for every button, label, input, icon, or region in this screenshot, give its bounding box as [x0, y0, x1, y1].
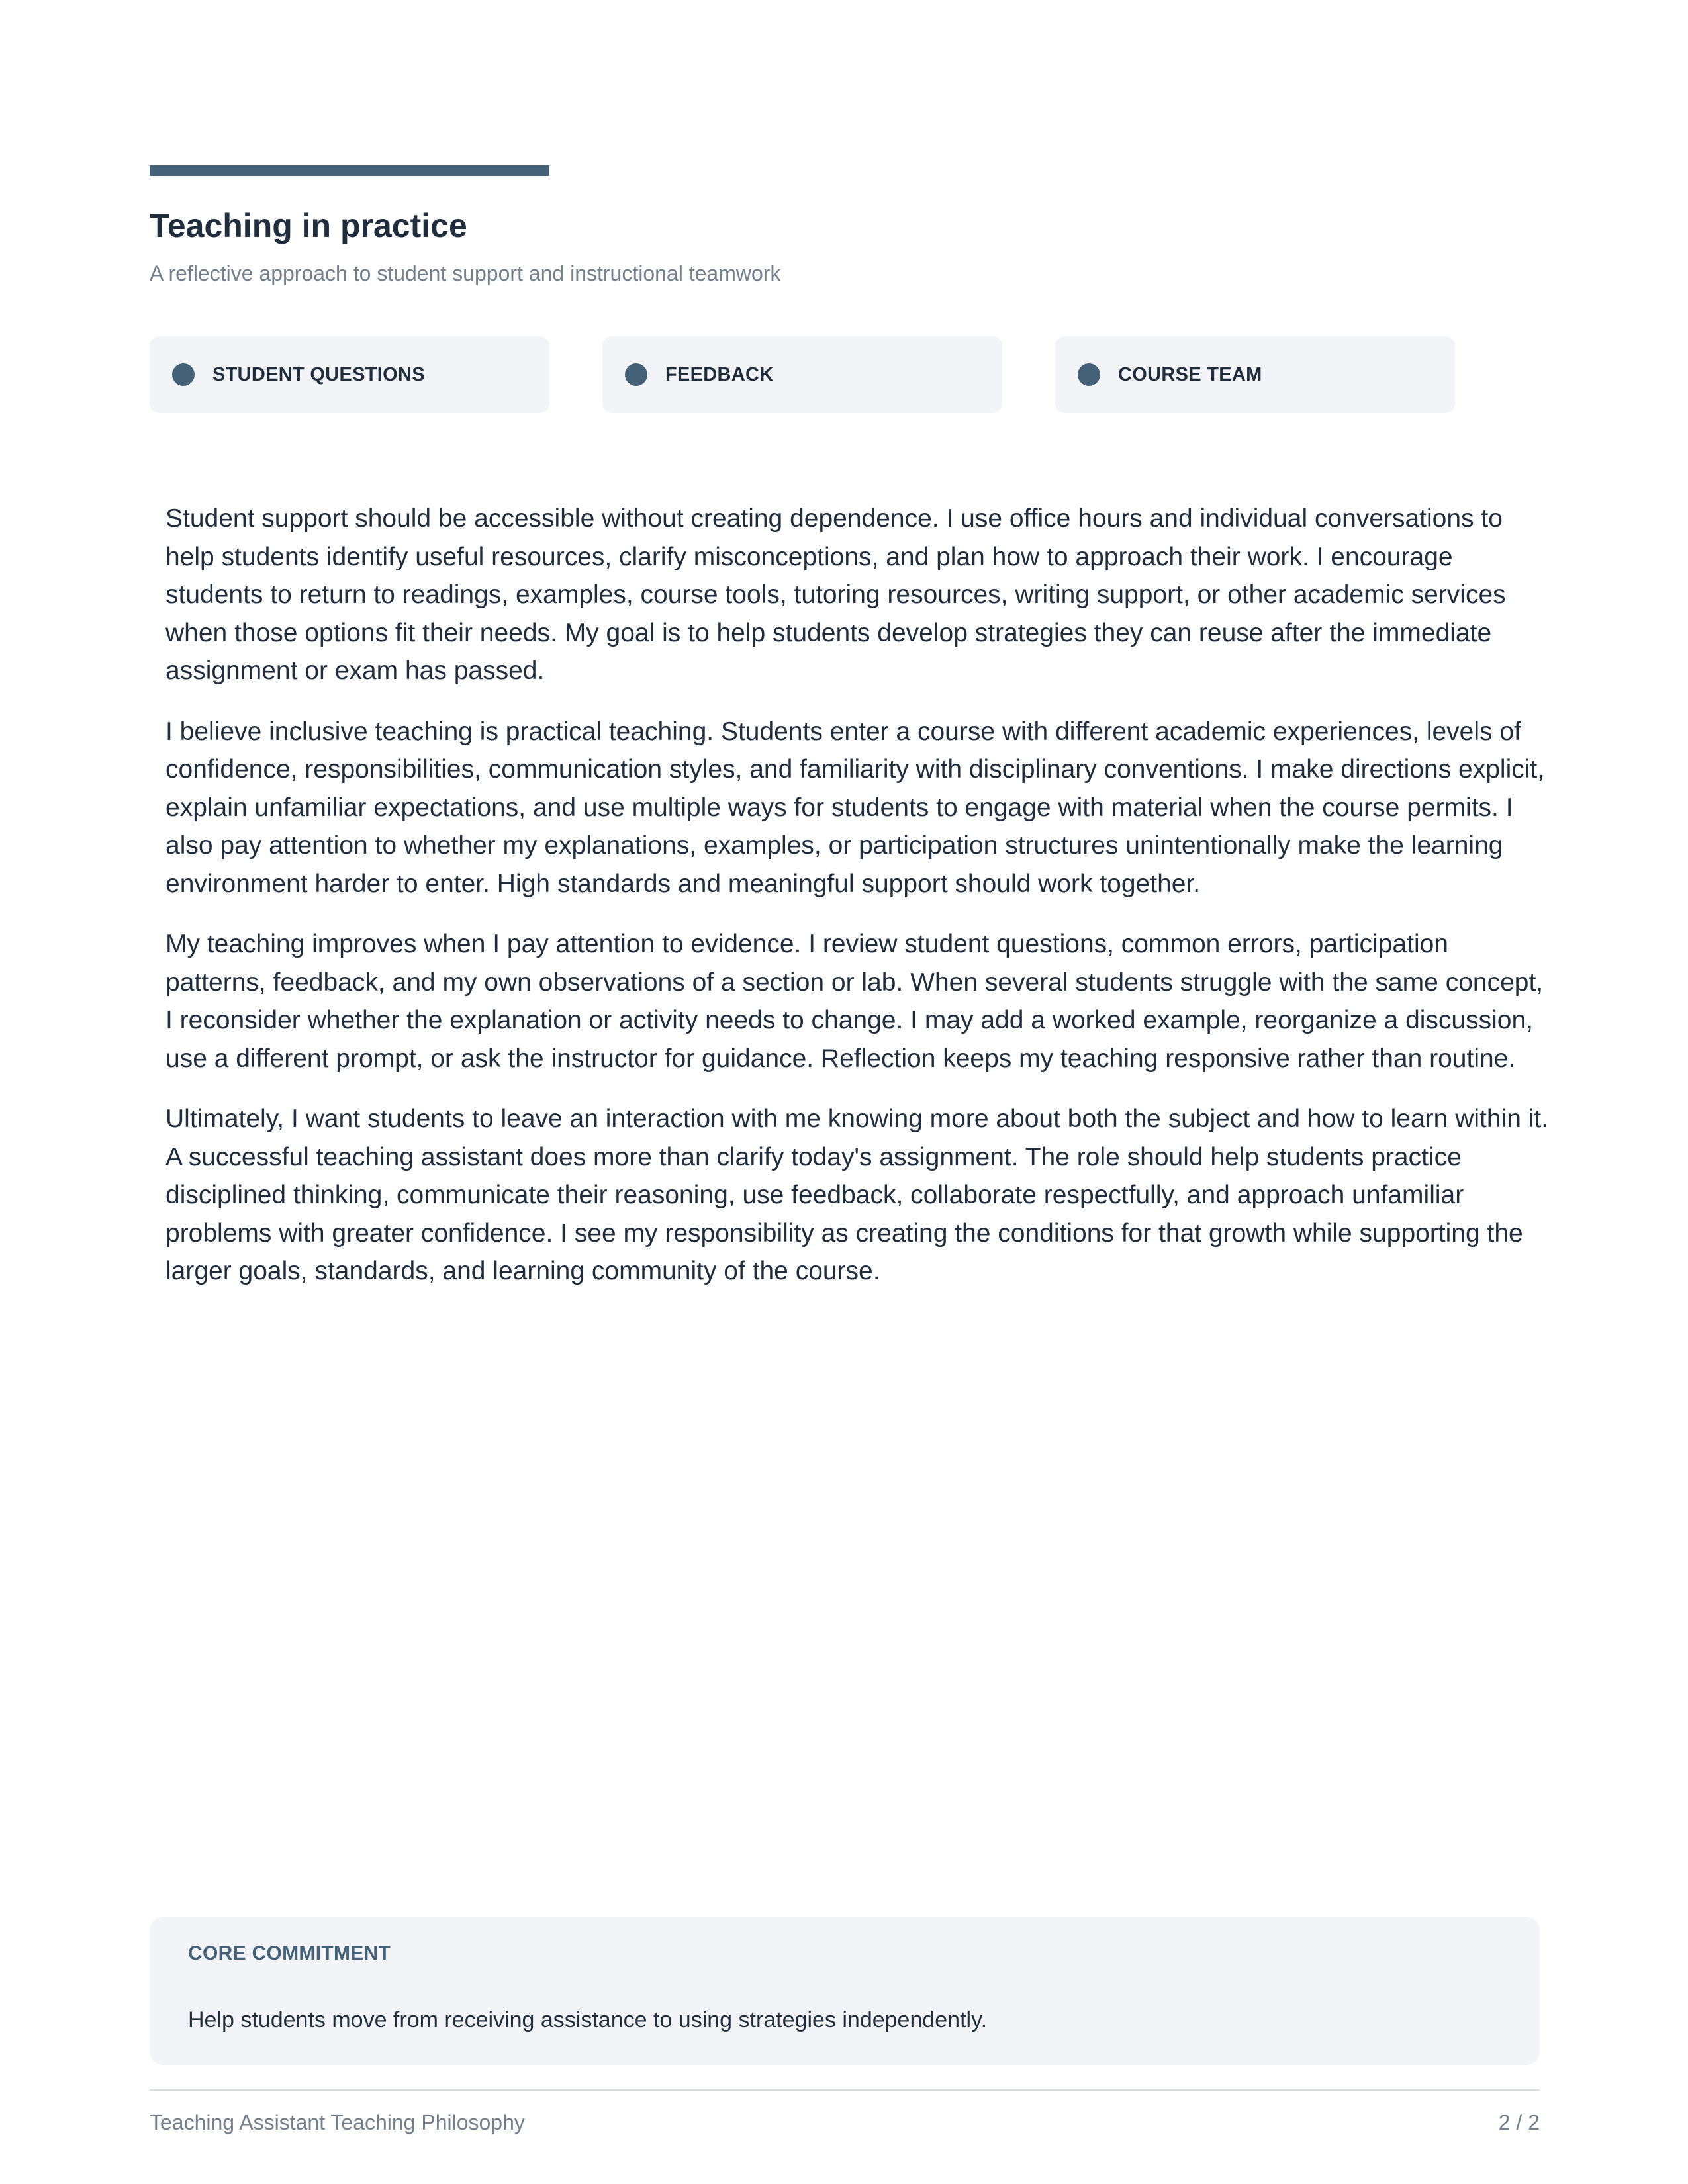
body-paragraph: Ultimately, I want students to leave an interaction with me knowing more about both the subject and how to learn within it. A successful teaching assistant does more than clarify today's assignment. The role should help students practice disciplined thinking, communicate their reasoning, use feedback, collaborate respectfully, and approach unfamiliar problems with greater confidence. I see my responsibility as creating the conditions for that growth while supporting the larger goals, standards, and learning community of the course. [165, 1105, 1549, 1285]
tab-course-team [1055, 336, 1455, 413]
bullet-dot-icon [172, 363, 195, 386]
page-title: Teaching in practice [150, 207, 467, 244]
page-subtitle: A reflective approach to student support and instructional teamwork [150, 261, 781, 285]
callout-heading: CORE COMMITMENT [188, 1942, 391, 1964]
tab-label: STUDENT QUESTIONS [212, 364, 425, 385]
callout-text: Help students move from receiving assistance to using strategies independently. [188, 2007, 988, 2032]
tab-label: FEEDBACK [665, 364, 774, 385]
body-paragraph: I believe inclusive teaching is practical teaching. Students enter a course with different academic experiences, levels of confidence, responsibilities, communication styles, and familiarity with disciplinary conventions. I make directions explicit, explain unfamiliar expectations, and use multiple ways for students to engage with material when the course permits. I also pay attention to whether my explanations, examples, or participation structures unintentionally make the learning environment harder to enter. High standards and meaningful support should work together. [165, 717, 1545, 898]
body-paragraph: Student support should be accessible without creating dependence. I use office hours and individual conversations to help students identify useful resources, clarify misconceptions, and plan how to approach their work. I encourage students to return to readings, examples, course tools, tutoring resources, writing support, or other academic services when those options fit their needs. My goal is to help students develop strategies they can reuse after the immediate assignment or exam has passed. [165, 504, 1506, 685]
accent-bar [150, 165, 549, 176]
body-paragraph: My teaching improves when I pay attention to evidence. I review student questions, common errors, participation patterns, feedback, and my own observations of a section or lab. When several students struggle with the same concept, I reconsider whether the explanation or activity needs to change. I may add a worked example, reorganize a discussion, use a different prompt, or ask the instructor for guidance. Reflection keeps my teaching responsive rather than routine. [165, 930, 1544, 1073]
tab-student-questions [150, 336, 549, 413]
body-text [165, 500, 1549, 1313]
core-commitment-callout [150, 1917, 1540, 2065]
tab-feedback [602, 336, 1002, 413]
tab-label: COURSE TEAM [1118, 364, 1262, 385]
footer-divider [150, 2089, 1540, 2091]
bullet-dot-icon [625, 363, 647, 386]
footer-page-number: 2 / 2 [1498, 2111, 1540, 2134]
bullet-dot-icon [1078, 363, 1100, 386]
footer-document-title: Teaching Assistant Teaching Philosophy [150, 2111, 525, 2134]
